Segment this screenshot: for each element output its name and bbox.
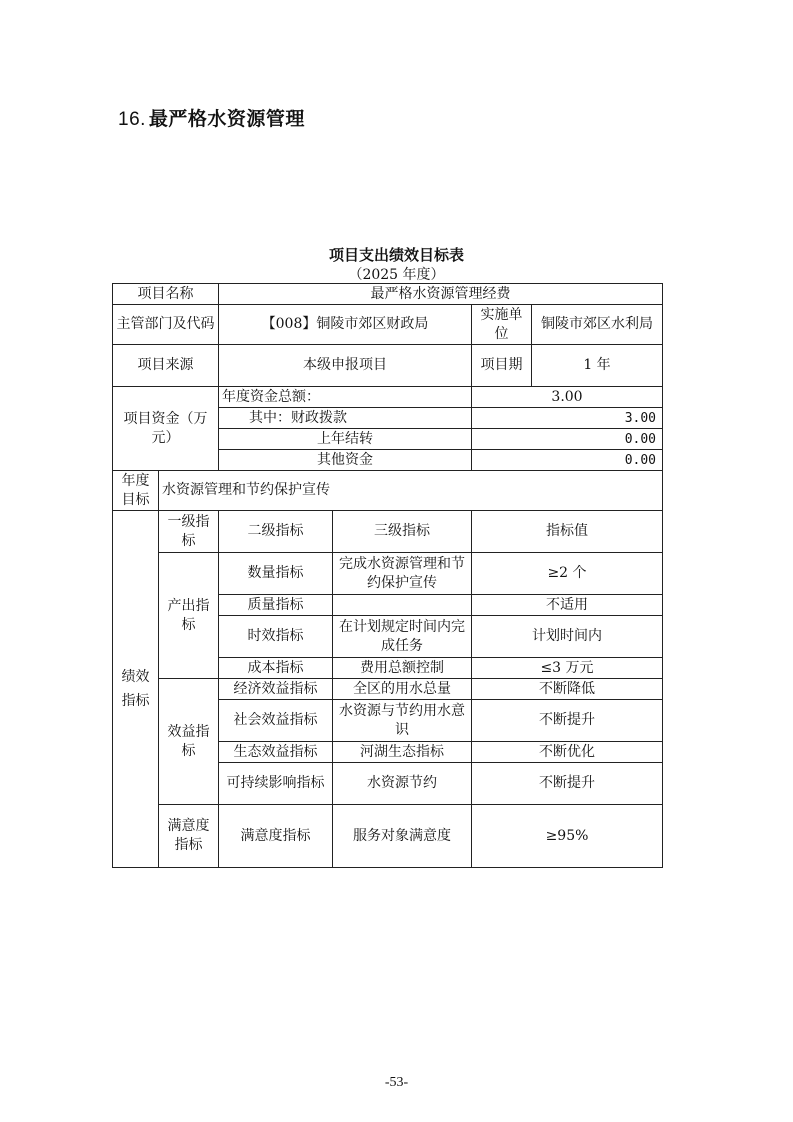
- row-value: ≥2 个: [472, 553, 663, 595]
- col-level1: 一级指标: [159, 511, 219, 553]
- goal-value: 水资源管理和节约保护宣传: [159, 471, 663, 511]
- row-l3: 河湖生态指标: [333, 742, 472, 763]
- project-name-value: 最严格水资源管理经费: [219, 284, 663, 305]
- table-row: [113, 345, 663, 387]
- source-value: 本级申报项目: [219, 345, 472, 387]
- impl-value: 铜陵市郊区水利局: [532, 305, 663, 345]
- row-l2: 质量指标: [219, 595, 333, 616]
- row-l3: 全区的用水总量: [333, 679, 472, 700]
- row-l2: 社会效益指标: [219, 700, 333, 742]
- output-label: 产出指标: [159, 553, 219, 679]
- table-year: （2025 年度）: [348, 267, 445, 283]
- section-title: 最严格水资源管理: [148, 108, 305, 130]
- row-value: 不断优化: [472, 742, 663, 763]
- col-value: 指标值: [472, 511, 663, 553]
- dept-value: 【008】铜陵市郊区财政局: [219, 305, 472, 345]
- row-l2: 满意度指标: [219, 805, 333, 868]
- period-label: 项目期: [472, 345, 532, 387]
- funds-total-label: 年度资金总额：: [219, 387, 472, 408]
- perf-label: 绩效指标: [113, 511, 159, 868]
- row-l2: 成本指标: [219, 658, 333, 679]
- section-number: 16.: [118, 109, 146, 130]
- row-l2: 时效指标: [219, 616, 333, 658]
- period-value: 1 年: [532, 345, 663, 387]
- funds-other-value: 0.00: [472, 450, 663, 471]
- goal-label: 年度目标: [113, 471, 159, 511]
- row-value: ≤3 万元: [472, 658, 663, 679]
- row-value: ≥95%: [472, 805, 663, 868]
- table-row: [113, 805, 663, 868]
- project-name-label: 项目名称: [113, 284, 219, 305]
- row-l3: 完成水资源管理和节约保护宣传: [333, 553, 472, 595]
- row-value: 不断提升: [472, 763, 663, 805]
- funds-other-label: 其他资金: [219, 450, 472, 471]
- row-value: 不断提升: [472, 700, 663, 742]
- table-row: [113, 511, 663, 553]
- dept-label: 主管部门及代码: [113, 305, 219, 345]
- row-l3: [333, 595, 472, 616]
- row-l3: 费用总额控制: [333, 658, 472, 679]
- performance-table: [112, 283, 663, 868]
- row-l3: 水资源节约: [333, 763, 472, 805]
- funds-label: 项目资金（万元）: [113, 387, 219, 471]
- table-row: [113, 679, 663, 700]
- table-row: [113, 284, 663, 305]
- funds-fiscal-value: 3.00: [472, 408, 663, 429]
- row-l2: 经济效益指标: [219, 679, 333, 700]
- row-l2: 生态效益指标: [219, 742, 333, 763]
- row-l2: 可持续影响指标: [219, 763, 333, 805]
- col-level2: 二级指标: [219, 511, 333, 553]
- table-row: [113, 387, 663, 408]
- table-title: 项目支出绩效目标表: [328, 246, 464, 264]
- row-value: 计划时间内: [472, 616, 663, 658]
- benefit-label: 效益指标: [159, 679, 219, 805]
- funds-fiscal-label: 其中：财政拨款: [219, 408, 472, 429]
- row-l2: 数量指标: [219, 553, 333, 595]
- satisfaction-label: 满意度指标: [159, 805, 219, 868]
- funds-total-value: 3.00: [472, 387, 663, 408]
- row-l3: 水资源与节约用水意识: [333, 700, 472, 742]
- funds-carry-value: 0.00: [472, 429, 663, 450]
- source-label: 项目来源: [113, 345, 219, 387]
- col-level3: 三级指标: [333, 511, 472, 553]
- row-value: 不适用: [472, 595, 663, 616]
- impl-label: 实施单位: [472, 305, 532, 345]
- section-heading: [118, 104, 305, 131]
- page-number: -53-: [384, 1075, 409, 1090]
- row-l3: 在计划规定时间内完成任务: [333, 616, 472, 658]
- table-row: [113, 553, 663, 595]
- table-row: [113, 471, 663, 511]
- table-row: [113, 305, 663, 345]
- funds-carry-label: 上年结转: [219, 429, 472, 450]
- row-l3: 服务对象满意度: [333, 805, 472, 868]
- row-value: 不断降低: [472, 679, 663, 700]
